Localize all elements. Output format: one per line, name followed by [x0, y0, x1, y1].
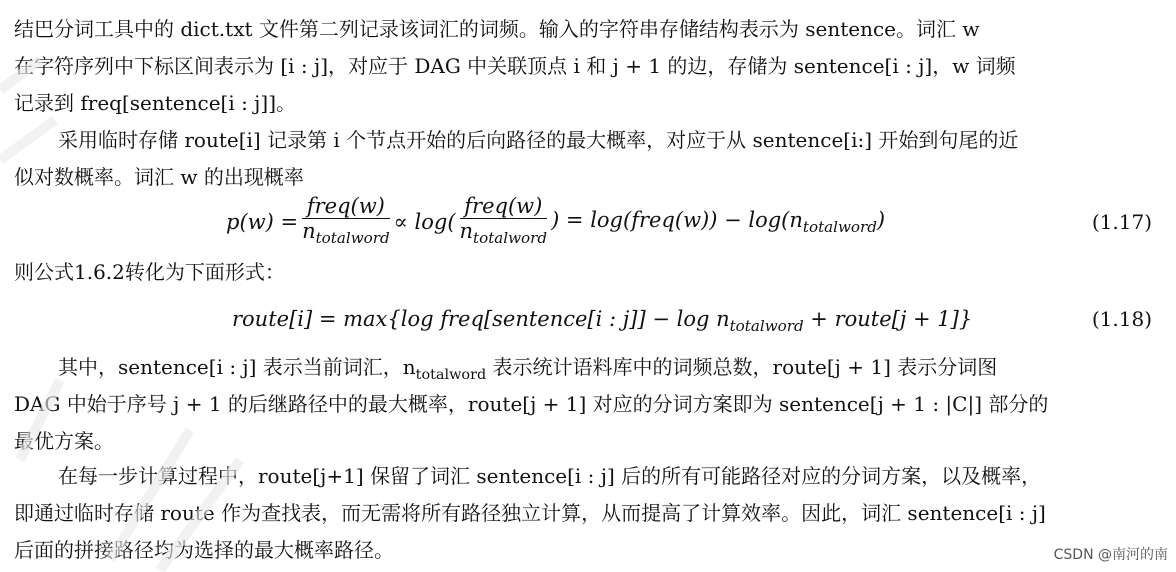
para2-line2: 似对数概率。词汇 w 的出现概率 — [14, 165, 304, 189]
para4-line2: DAG 中始于序号 j + 1 的后继路径中的最大概率，route[j + 1] 对应的分词方案即为 sentence[j + 1 : |C|] 部分的 — [14, 392, 1049, 416]
eq1-lhs: p(w) = — [226, 210, 299, 234]
para2-line1: 采用临时存储 route[i] 记录第 i 个节点开始的后向路径的最大概率，对应于从 sentence[i:] 开始到句尾的近 — [58, 128, 1019, 152]
para1-line1: 结巴分词工具中的 dict.txt 文件第二列记录该词汇的词频。输入的字符串存储结构表示为 sentence。词汇 w — [14, 17, 980, 41]
eq1-frac1-denominator: $n_{totalword}$ — [302, 218, 390, 248]
eq1-frac2-denominator: $n_{totalword}$ — [459, 218, 548, 248]
source-credit: CSDN @南河的南 — [1053, 547, 1168, 563]
equation-1-18 — [14, 302, 1164, 336]
para5-line1: 在每一步计算过程中，route[j+1] 保留了词汇 sentence[i : j] 后的所有可能路径对应的分词方案，以及概率， — [58, 464, 1042, 488]
eq1-fraction-1 — [302, 194, 390, 250]
para5-line2: 即通过临时存储 route 作为查找表，而无需将所有路径独立计算，从而提高了计算效率。因此，词汇 sentence[i : j] — [14, 501, 1046, 525]
eq1-rhs: ) = log(freq(w)) − $\log(n_{totalword})$ — [551, 207, 886, 237]
eq1-frac1-numerator: freq(w) — [302, 194, 390, 219]
eq1-proportional: ∝ log( — [393, 210, 456, 234]
para5-line3: 后面的拼接路径均为选择的最大概率路径。 — [14, 538, 394, 562]
eq2-body: route[i] = max{log freq[sentence[i : $j]] - \log n_{totalword}$ + route[j + 1]} — [232, 307, 973, 336]
para3-line1: 则公式1.6.2转化为下面形式： — [14, 260, 285, 284]
para4-line3: 最优方案。 — [14, 429, 114, 453]
para1-line3: 记录到 freq[sentence[i : j]]。 — [14, 91, 296, 115]
para1-line2: 在字符序列中下标区间表示为 [i : j]，对应于 DAG 中关联顶点 i 和 j + 1 的边，存储为 sentence[i : j]，w 词频 — [14, 54, 1016, 78]
para4-line1: 其中，sentence[i : j] 表示当前词汇，$n_{totalword}$ 表示统计语料库中的词频总数，route[j + 1] 表示分词图 — [58, 355, 998, 383]
eq1-fraction-2 — [460, 194, 548, 250]
equation-number-1-18: (1.18) — [1091, 307, 1152, 331]
eq1-frac2-numerator: freq(w) — [460, 194, 548, 219]
equation-1-17 — [14, 193, 1164, 248]
equation-number-1-17: (1.17) — [1091, 210, 1152, 234]
